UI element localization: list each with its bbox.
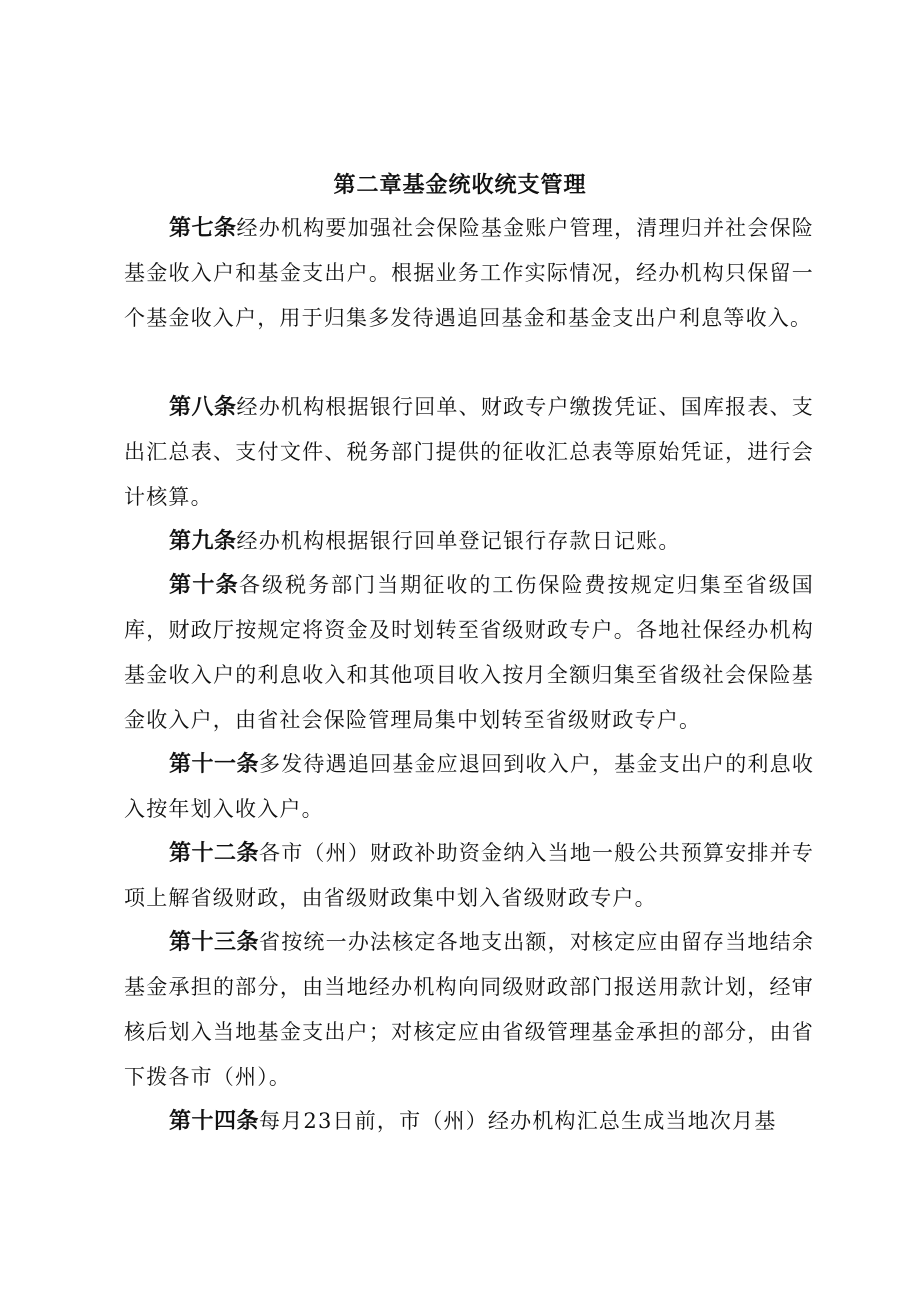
article-label: 第九条 (169, 529, 237, 554)
article-11 (124, 742, 814, 832)
article-12 (124, 831, 814, 921)
article-10 (124, 563, 814, 743)
article-label: 第八条 (169, 395, 237, 420)
chapter-title: 第二章基金统收统支管理 (333, 173, 587, 198)
article-text: 经办机构根据银行回单登记银行存款日记账。 (236, 529, 681, 553)
article-label: 第十三条 (169, 930, 260, 955)
article-text: 经办机构根据银行回单、财政专户缴拨凭证、国库报表、支出汇总表、支付文件、税务部门提供的征收汇总表等原始凭证，进行会计核算。 (124, 395, 814, 509)
article-text: 各级税务部门当期征收的工伤保险费按规定归集至省级国库，财政厅按规定将资金及时划转至省级财政专户。各地社保经办机构基金收入户的利息收入和其他项目收入按月全额归集至省级社会保险基金收入户，由省社会保险管理局集中划转至省级财政专户。 (124, 573, 814, 732)
article-label: 第十二条 (169, 841, 260, 866)
article-label: 第十四条 (169, 1109, 260, 1134)
article-label: 第七条 (169, 216, 237, 241)
article-8 (124, 385, 814, 520)
article-text: 省按统一办法核定各地支出额，对核定应由留存当地结余基金承担的部分，由当地经办机构向同级财政部门报送用款计划，经审核后划入当地基金支出户；对核定应由省级管理基金承担的部分，由省下拨各市（州）。 (124, 930, 815, 1089)
article-13 (124, 920, 814, 1100)
article-text: 各市（州）财政补助资金纳入当地一般公共预算安排并专项上解省级财政，由省级财政集中划入省级财政专户。 (124, 841, 815, 910)
article-label: 第十一条 (169, 752, 260, 777)
article-text: 每月23日前，市（州）经办机构汇总生成当地次月基 (259, 1109, 777, 1133)
article-label: 第十条 (169, 573, 239, 598)
article-text: 多发待遇追回基金应退回到收入户，基金支出户的利息收入按年划入收入户。 (124, 752, 815, 821)
article-9 (124, 519, 814, 564)
article-7 (124, 206, 814, 341)
article-text: 经办机构要加强社会保险基金账户管理，清理归并社会保险基金收入户和基金支出户。根据业务工作实际情况，经办机构只保留一个基金收入户，用于归集多发待遇追回基金和基金支出户利息等收入。 (124, 216, 814, 330)
article-14 (124, 1099, 814, 1144)
